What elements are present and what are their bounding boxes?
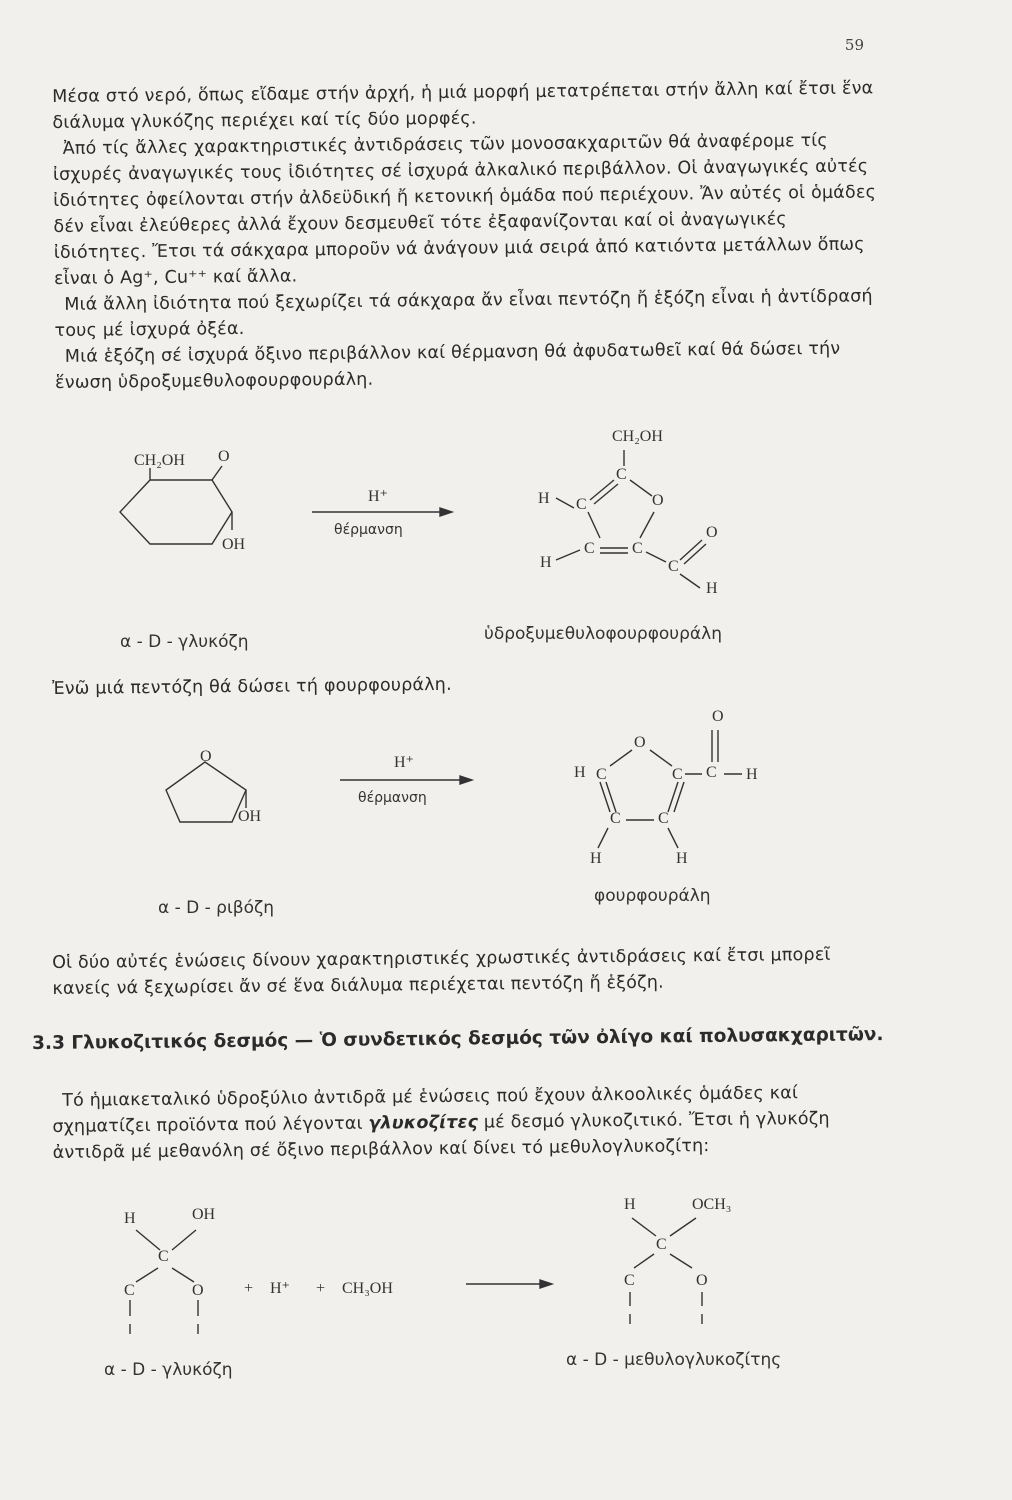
glucose2-oh: OH [192,1206,216,1223]
text-block-bottom [52,1079,883,1166]
glucose2-label: α - D - γλυκόζη [104,1360,233,1380]
glycoside-c: C [624,1272,635,1289]
glycoside-och3: OCH₃ [692,1196,732,1213]
glucose-oh: OH [222,536,246,553]
paragraph-7 [52,1079,883,1166]
furfural-c-bottom-right: C [658,810,669,827]
hmf-aldehyde-oxygen: O [706,524,718,541]
reagent-h-plus-1: H⁺ [368,488,388,505]
hmf-ch2oh: CH₂OH [612,428,663,445]
paragraph-6: Οἱ δύο αὐτές ἑνώσεις δίνουν χαρακτηριστικές χρωστικές ἀντιδράσεις καί ἔτσι μπορεῖ κανείς νά ξεχωρίσει ἄν σέ ἕνα διάλυμα περιέχεται πεντόζη ἤ ἑξόζη. [52,944,831,999]
page-number: 59 [844,36,864,54]
condition-heating-2: θέρμανση [358,790,427,806]
ribose-label: α - D - ριβόζη [158,898,274,918]
ribose-oh: OH [238,808,262,825]
section-heading: 3.3 Γλυκοζιτικός δεσμός — Ὁ συνδετικός δεσμός τῶν ὀλίγο καί πολυσακχαριτῶν. [32,1024,884,1054]
glucose2-c-center: C [158,1248,169,1265]
furfural-c-bottom-left: C [610,810,621,827]
hmf-label: ὑδροξυμεθυλοφουρφουράλη [484,624,722,644]
paragraph-7-part-c: μέ δεσμό γλυκοζιτικό. Ἔτσι ἡ γλυκόζη ἀντιδρᾶ μέ μεθανόλη σέ ὄξινο περιβάλλον καί δίνει τό μεθυλογλυκοζίτη: [52,1108,830,1163]
glycoside-c-center: C [656,1236,667,1253]
glucose2-c: C [124,1282,135,1299]
furfural-aldehyde-h: H [746,766,758,783]
glycoside-o: O [696,1272,708,1289]
glucose2-h: H [124,1210,136,1227]
hmf-h-left-top: H [538,490,550,507]
furfural-h-left: H [574,764,586,781]
paragraph-2: Ἀπό τίς ἄλλες χαρακτηριστικές ἀντιδράσεις τῶν μονοσακχαριτῶν θά ἀναφέρομε τίς ἰσχυρές ἀναγωγικές τους ἰδιότητες σέ ἰσχυρά ἀλκαλικό περιβάλλον. Οἱ ἀναγωγικές αὐτές ἰδιότητες ὀφείλονται στήν ἀλδεϋδική ἤ κετονική ὁμάδα πού περιέχουν. Ἄν αὐτές οἱ ὁμάδες δέν εἶναι ἐλεύθερες ἀλλά ἔχουν δεσμευθεῖ τότε ἐξαφανίζονται καί οἱ ἀναγωγικές ἰδιότητες. Ἔτσι τά σάκχαρα μποροῦν νά ἀνάγουν μιά σειρά ἀπό κατιόντα μετάλλων ὅπως εἶναι ὁ Ag⁺, Cu⁺⁺ καί ἄλλα. [52,130,877,289]
furfural-ring-oxygen: O [634,734,646,751]
hmf-c-top: C [616,466,627,483]
plus-1: + [244,1280,254,1297]
paragraph-3: Μιά ἄλλη ἰδιότητα πού ξεχωρίζει τά σάκχαρα ἄν εἶναι πεντόζη ἤ ἑξόζη εἶναι ἡ ἀντίδρασή τους μέ ἰσχυρά ὀξέα. [54,286,873,341]
glycoside-h: H [624,1196,636,1213]
methanol: CH₃OH [342,1280,393,1297]
glucose2-o: O [192,1282,204,1299]
condition-heating-1: θέρμανση [334,522,403,538]
glycoside-label: α - D - μεθυλογλυκοζίτης [566,1350,782,1370]
hmf-h-left-bottom: H [540,554,552,571]
paragraph-1: Μέσα στό νερό, ὅπως εἴδαμε στήν ἀρχή, ἡ μιά μορφή μετατρέπεται στήν ἄλλη καί ἔτσι ἕνα διάλυμα γλυκόζης περιέχει καί τίς δύο μορφές. [52,78,874,133]
furfural-c-right: C [672,766,683,783]
hmf-aldehyde-h: H [706,580,718,597]
glucose-ring-oxygen: O [218,448,230,465]
paragraph-5: Ἐνῶ μιά πεντόζη θά δώσει τή φουρφουράλη. [52,674,452,699]
furfural-h-bottom-right: H [676,850,688,867]
paragraph-7-part-a: Τό ἡμιακεταλικό ὑδροξύλιο ἀντιδρᾶ μέ ἑνώσεις πού ἔχουν ἀλκοολικές ὁμάδες καί σχηματίζει προϊόντα πού λέγονται [52,1083,799,1137]
furfural-aldehyde-oxygen: O [712,708,724,725]
furfural-label: φουρφουράλη [594,886,711,906]
furfural-h-bottom-left: H [590,850,602,867]
glucose-label: α - D - γλυκόζη [120,632,249,652]
hmf-ring-oxygen: O [652,492,664,509]
reagent-h-plus-2: H⁺ [394,754,414,771]
paragraph-4: Μιά ἑξόζη σέ ἰσχυρά ὄξινο περιβάλλον καί θέρμανση θά ἀφυδατωθεῖ καί θά δώσει τήν ἕνωση ὑδροξυμεθυλοφουρφουράλη. [55,338,841,393]
plus-2: + [316,1280,326,1297]
glucose-ch2oh: CH₂OH [134,452,185,469]
hmf-c-aldehyde: C [668,558,679,575]
furfural-c-left: C [596,766,607,783]
hmf-c-bottom-left: C [584,540,595,557]
furfural-c-aldehyde: C [706,764,717,781]
hmf-c-left: C [576,496,587,513]
text-block-lower [52,941,882,1002]
glucose-ring [120,480,232,544]
ribose-ring-oxygen: O [200,748,212,765]
hmf-c-bottom-right: C [632,540,643,557]
ribose-ring [166,762,246,822]
h-plus-3: H⁺ [270,1280,290,1297]
glycosides-term: γλυκοζίτες [368,1112,479,1134]
